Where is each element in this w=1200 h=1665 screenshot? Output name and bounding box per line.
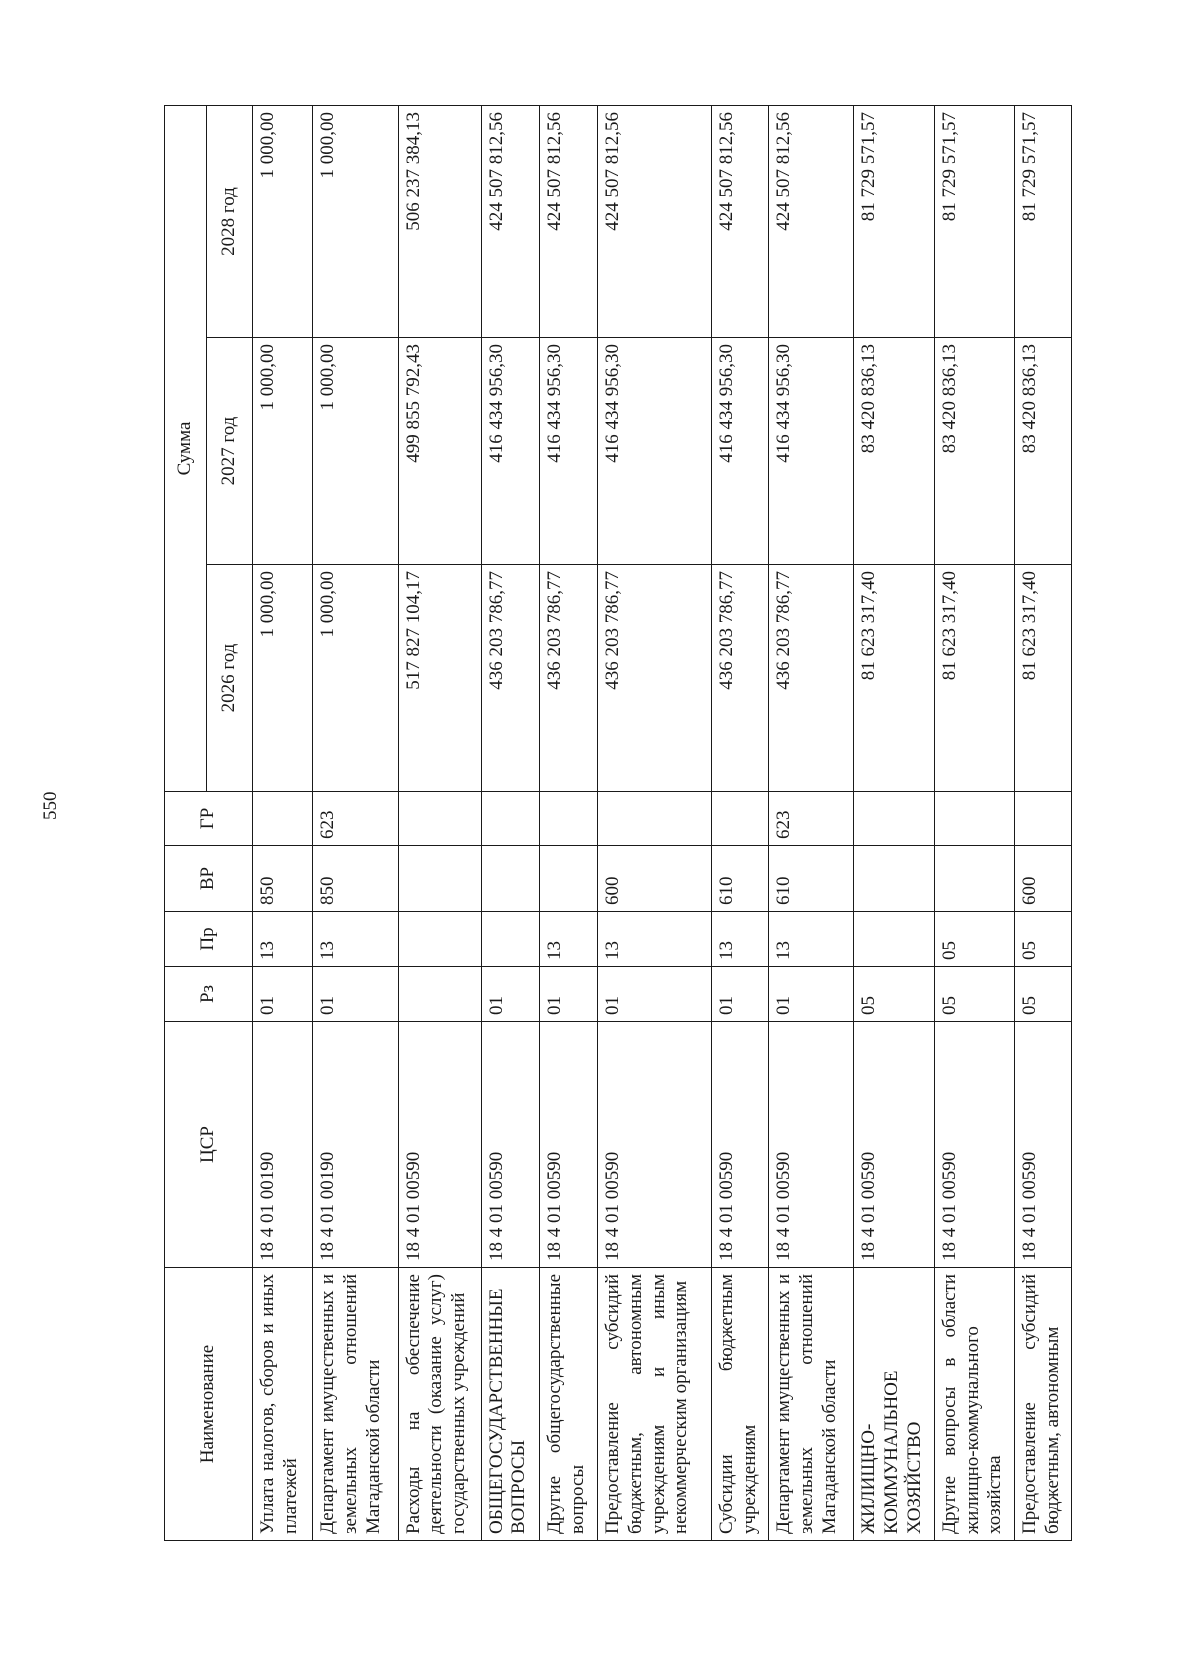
cell-2026: 1 000,00	[253, 565, 313, 792]
table-row	[481, 105, 539, 1540]
cell-2027: 416 434 956,30	[769, 338, 854, 565]
cell-2028: 1 000,00	[253, 105, 313, 337]
table-row	[253, 105, 313, 1540]
cell-csr: 18 4 01 00590	[598, 1022, 712, 1268]
cell-name: Уплата налогов, сборов и иных платежей	[253, 1268, 313, 1541]
cell-gr	[1015, 792, 1072, 846]
header-csr: ЦСР	[165, 1022, 253, 1268]
cell-csr: 18 4 01 00590	[1015, 1022, 1072, 1268]
cell-gr	[934, 792, 1014, 846]
cell-pr: 13	[313, 912, 398, 967]
cell-name: Другие общегосударственные вопросы	[539, 1268, 597, 1541]
cell-csr: 18 4 01 00590	[481, 1022, 539, 1268]
cell-gr	[253, 792, 313, 846]
cell-2026: 81 623 317,40	[934, 565, 1014, 792]
cell-gr	[854, 792, 934, 846]
cell-gr	[481, 792, 539, 846]
cell-pr: 13	[712, 912, 769, 967]
cell-2026: 436 203 786,77	[598, 565, 712, 792]
cell-rz: 01	[769, 967, 854, 1022]
cell-2026: 436 203 786,77	[539, 565, 597, 792]
cell-rz: 01	[253, 967, 313, 1022]
cell-name: Департамент имущественных и земельных отношений Магаданской области	[313, 1268, 398, 1541]
cell-pr: 13	[253, 912, 313, 967]
cell-2028: 424 507 812,56	[598, 105, 712, 337]
cell-rz: 05	[934, 967, 1014, 1022]
header-2027: 2027 год	[207, 338, 253, 565]
table-row	[769, 105, 854, 1540]
cell-pr: 13	[539, 912, 597, 967]
page-number: 550	[40, 791, 61, 820]
table-body	[253, 105, 1072, 1540]
cell-2027: 416 434 956,30	[598, 338, 712, 565]
cell-2026: 81 623 317,40	[854, 565, 934, 792]
cell-2026: 436 203 786,77	[769, 565, 854, 792]
cell-2027: 83 420 836,13	[1015, 338, 1072, 565]
cell-2027: 416 434 956,30	[539, 338, 597, 565]
header-2028: 2028 год	[207, 105, 253, 337]
cell-2027: 83 420 836,13	[854, 338, 934, 565]
header-2026: 2026 год	[207, 565, 253, 792]
cell-pr: 05	[934, 912, 1014, 967]
cell-2028: 424 507 812,56	[712, 105, 769, 337]
table-row	[854, 105, 934, 1540]
header-rz: Рз	[165, 967, 253, 1022]
cell-csr: 18 4 01 00590	[854, 1022, 934, 1268]
cell-csr: 18 4 01 00590	[539, 1022, 597, 1268]
cell-name: Субсидии бюджетным учреждениям	[712, 1268, 769, 1541]
cell-vr	[398, 846, 481, 912]
cell-vr	[481, 846, 539, 912]
cell-gr	[398, 792, 481, 846]
cell-2027: 83 420 836,13	[934, 338, 1014, 565]
cell-name: Расходы на обеспечение деятельности (оказание услуг) государственных учреждений	[398, 1268, 481, 1541]
cell-2026: 517 827 104,17	[398, 565, 481, 792]
cell-vr	[539, 846, 597, 912]
cell-pr	[854, 912, 934, 967]
cell-rz: 05	[1015, 967, 1072, 1022]
table-row	[1015, 105, 1072, 1540]
cell-2027: 416 434 956,30	[481, 338, 539, 565]
table-row	[398, 105, 481, 1540]
cell-vr: 850	[253, 846, 313, 912]
cell-2028: 81 729 571,57	[934, 105, 1014, 337]
cell-2028: 424 507 812,56	[481, 105, 539, 337]
cell-vr	[854, 846, 934, 912]
cell-rz	[398, 967, 481, 1022]
cell-2027: 1 000,00	[253, 338, 313, 565]
cell-rz: 01	[712, 967, 769, 1022]
cell-vr: 600	[1015, 846, 1072, 912]
cell-rz: 01	[598, 967, 712, 1022]
cell-gr	[598, 792, 712, 846]
cell-pr	[481, 912, 539, 967]
table-row	[934, 105, 1014, 1540]
cell-vr: 850	[313, 846, 398, 912]
cell-2026: 436 203 786,77	[712, 565, 769, 792]
budget-table	[164, 105, 1072, 1541]
table-row	[598, 105, 712, 1540]
cell-2028: 1 000,00	[313, 105, 398, 337]
cell-2027: 416 434 956,30	[712, 338, 769, 565]
cell-name: ЖИЛИЩНО-КОММУНАЛЬНОЕ ХОЗЯЙСТВО	[854, 1268, 934, 1541]
cell-2027: 499 855 792,43	[398, 338, 481, 565]
cell-2027: 1 000,00	[313, 338, 398, 565]
cell-2028: 81 729 571,57	[1015, 105, 1072, 337]
budget-table-wrapper	[164, 106, 1072, 1541]
cell-gr: 623	[769, 792, 854, 846]
cell-2026: 1 000,00	[313, 565, 398, 792]
cell-name: Предоставление субсидий бюджетным, автономным учреждениям и иным некоммерческим организациям	[598, 1268, 712, 1541]
cell-2028: 424 507 812,56	[769, 105, 854, 337]
cell-name: Департамент имущественных и земельных отношений Магаданской области	[769, 1268, 854, 1541]
cell-rz: 01	[313, 967, 398, 1022]
cell-gr: 623	[313, 792, 398, 846]
cell-2028: 81 729 571,57	[854, 105, 934, 337]
cell-2026: 436 203 786,77	[481, 565, 539, 792]
header-name: Наименование	[165, 1268, 253, 1541]
cell-csr: 18 4 01 00590	[398, 1022, 481, 1268]
table-row	[539, 105, 597, 1540]
table-row	[712, 105, 769, 1540]
cell-vr: 610	[712, 846, 769, 912]
cell-csr: 18 4 01 00190	[313, 1022, 398, 1268]
cell-csr: 18 4 01 00190	[253, 1022, 313, 1268]
cell-name: Предоставление субсидий бюджетным, автономным	[1015, 1268, 1072, 1541]
cell-pr: 05	[1015, 912, 1072, 967]
cell-2028: 506 237 384,13	[398, 105, 481, 337]
cell-rz: 01	[481, 967, 539, 1022]
cell-name: Другие вопросы в области жилищно-коммунального хозяйства	[934, 1268, 1014, 1541]
cell-pr: 13	[769, 912, 854, 967]
cell-vr: 610	[769, 846, 854, 912]
cell-name: ОБЩЕГОСУДАРСТВЕННЫЕ ВОПРОСЫ	[481, 1268, 539, 1541]
header-vr: ВР	[165, 846, 253, 912]
cell-rz: 05	[854, 967, 934, 1022]
cell-gr	[539, 792, 597, 846]
cell-gr	[712, 792, 769, 846]
cell-pr: 13	[598, 912, 712, 967]
cell-csr: 18 4 01 00590	[769, 1022, 854, 1268]
header-gr: ГР	[165, 792, 253, 846]
header-pr: Пр	[165, 912, 253, 967]
table-row	[313, 105, 398, 1540]
cell-csr: 18 4 01 00590	[712, 1022, 769, 1268]
cell-2026: 81 623 317,40	[1015, 565, 1072, 792]
cell-vr: 600	[598, 846, 712, 912]
cell-rz: 01	[539, 967, 597, 1022]
cell-vr	[934, 846, 1014, 912]
cell-pr	[398, 912, 481, 967]
cell-csr: 18 4 01 00590	[934, 1022, 1014, 1268]
header-sum: Сумма	[165, 105, 207, 791]
cell-2028: 424 507 812,56	[539, 105, 597, 337]
